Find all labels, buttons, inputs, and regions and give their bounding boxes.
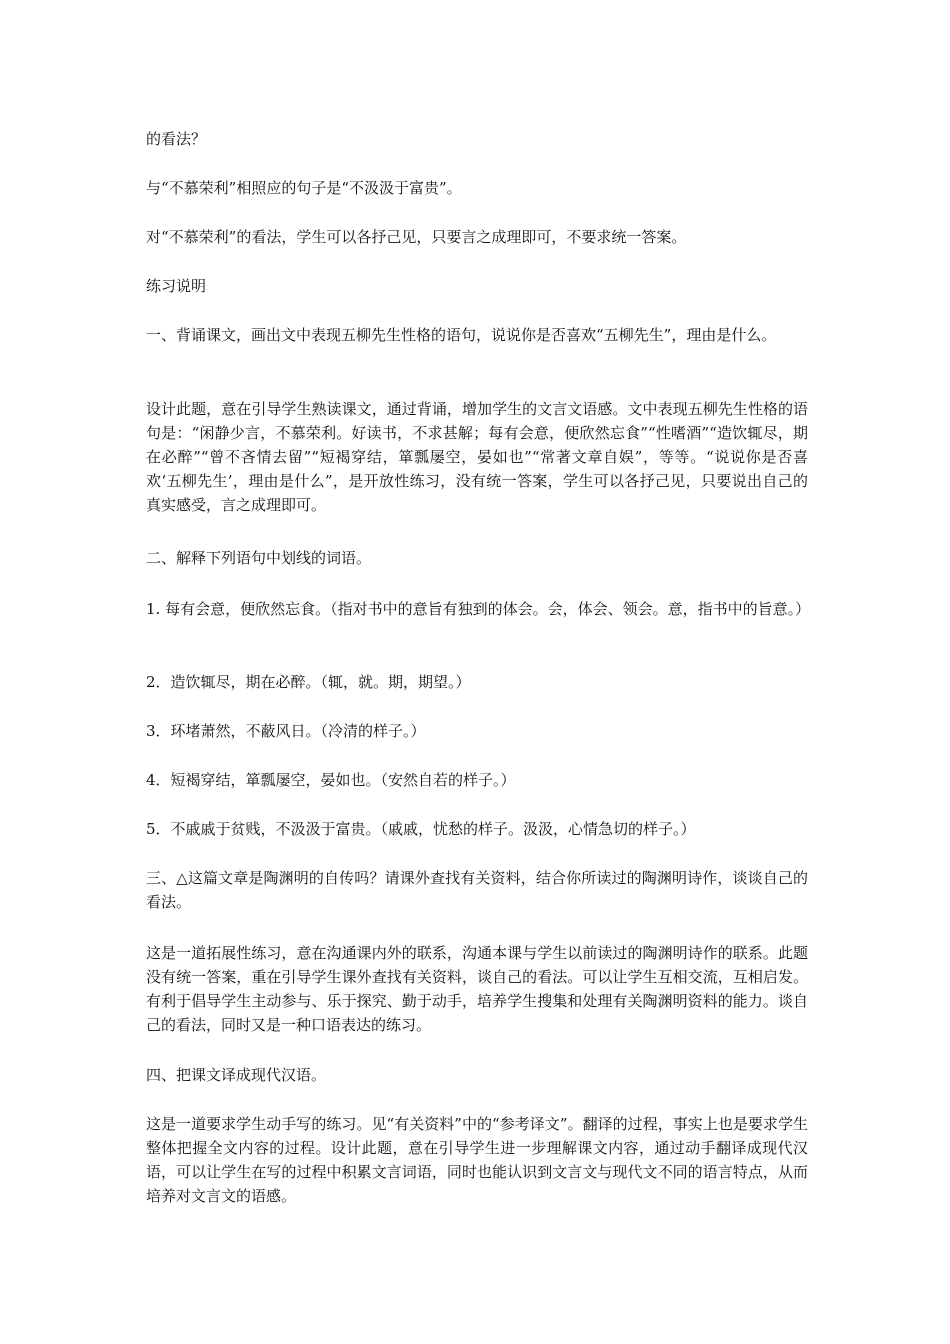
exercise-three-explanation: 这是一道拓展性练习，意在沟通课内外的联系，沟通本课与学生以前读过的陶渊明诗作的联系。此题没有统一答案，重在引导学生课外查找有关资料，谈自己的看法。可以让学生互相交流，互相启发。有利于倡导学生主动参与、乐于探究、勤于动手，培养学生搜集和处理有关陶渊明资料的能力。谈自己的看法，同时又是一种口语表达的练习。 — [146, 944, 808, 1034]
exercise-two-question: 二、解释下列语句中划线的词语。 — [146, 549, 372, 567]
exercise-two-item-4: 4．短褐穿结，箪瓢屡空，晏如也。（安然自若的样子。） — [146, 771, 516, 789]
exercise-two-item-5: 5．不戚戚于贫贱，不汲汲于富贵。（戚戚，忧愁的样子。汲汲，心情急切的样子。） — [146, 820, 696, 838]
section-heading-exercise-notes: 练习说明 — [146, 277, 207, 295]
exercise-four-explanation: 这是一道要求学生动手写的练习。见“有关资料”中的“参考译文”。翻译的过程，事实上也是要求学生整体把握全文内容的过程。设计此题，意在引导学生进一步理解课文内容，通过动手翻译成现代汉语，可以让学生在写的过程中积累文言词语，同时也能认识到文言文与现代文不同的语言特点，从而培养对文言文的语感。 — [146, 1115, 808, 1205]
exercise-three-question: 三、△这篇文章是陶渊明的自传吗？请课外查找有关资料，结合你所读过的陶渊明诗作，谈谈自己的看法。 — [146, 869, 808, 911]
exercise-two-item-2: 2．造饮辄尽，期在必醉。（辄，就。期，期望。） — [146, 673, 471, 691]
exercise-two-item-1: 1. 每有会意，便欣然忘食。（指对书中的意旨有独到的体会。会，体会、领会。意，指书中的旨意。） — [146, 600, 811, 618]
exercise-one-question: 一、背诵课文，画出文中表现五柳先生性格的语句，说说你是否喜欢“五柳先生”，理由是什么。 — [146, 326, 777, 344]
exercise-four-question: 四、把课文译成现代汉语。 — [146, 1066, 327, 1084]
exercise-one-explanation: 设计此题，意在引导学生熟读课文，通过背诵，增加学生的文言文语感。文中表现五柳先生性格的语句是：“闲静少言，不慕荣利。好读书，不求甚解；每有会意，便欣然忘食”“性嗜酒”“造饮辄尽，期在必醉”“曾不吝情去留”“短褐穿结，箪瓢屡空，晏如也”“常著文章自娱”，等等。“说说你是否喜欢‘五柳先生’，理由是什么”，是开放性练习，没有统一答案，学生可以各抒己见，只要说出自己的真实感受，言之成理即可。 — [146, 400, 808, 514]
paragraph-continuation: 的看法？ — [146, 130, 207, 148]
paragraph-answer-opinion: 对“不慕荣利”的看法，学生可以各抒己见，只要言之成理即可，不要求统一答案。 — [146, 228, 687, 246]
exercise-two-item-3: 3．环堵萧然，不蔽风日。（冷清的样子。） — [146, 722, 426, 740]
paragraph-answer-sentence: 与“不慕荣利”相照应的句子是“不汲汲于富贵”。 — [146, 179, 462, 197]
